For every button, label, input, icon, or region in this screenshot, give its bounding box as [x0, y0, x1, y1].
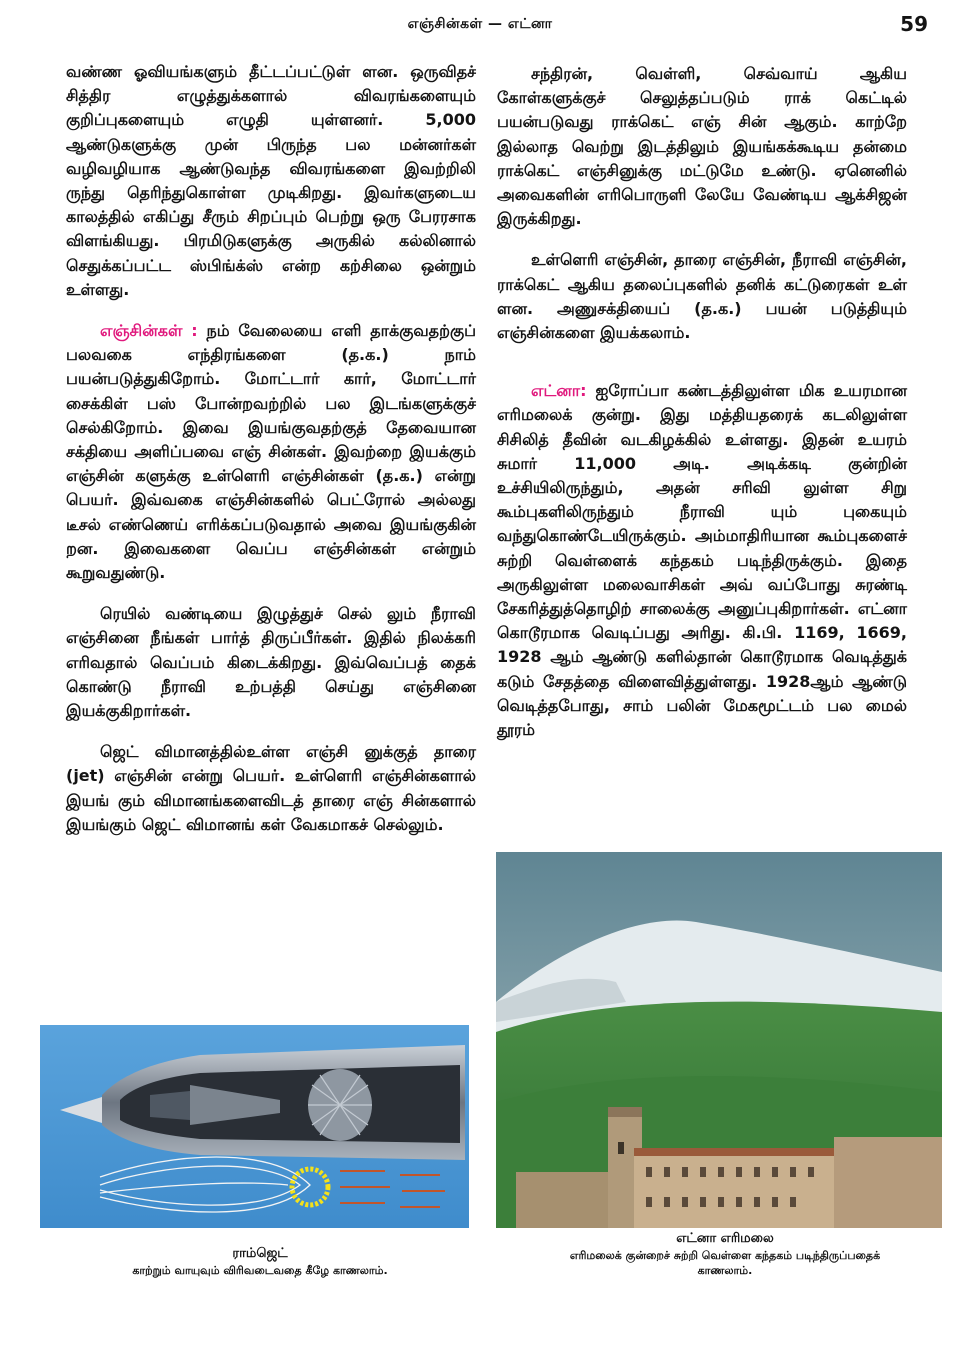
ramjet-illustration: [40, 1025, 469, 1228]
paragraph-etna: [497, 379, 907, 742]
running-header: எஞ்சின்கள் — எட்னா: [407, 16, 553, 32]
paragraph-egypt: வண்ண ஓவியங்களும் தீட்டப்பட்டுள் ளன. ஒருவிதச் சித்திர எழுத்துக்களால் விவரங்களையும் குறிப்புகளையும் எழுதி யுள்ளனர். 5,000 ஆண்டுகளுக்கு முன் பிருந்த பல மன்னர்கள் வழிவழியாக ஆண்டுவந்த விவரங்களை இவற்றிலி ருந்து தெரிந்துகொள்ள முடிகிறது. இவர்களுடைய காலத்தில் எகிப்து சீரும் சிறப்பும் பெற்று ஒரு பேரரசாக விளங்கியது. பிரமிடுகளுக்கு அருகில் கல்லினால் செதுக்கப்பட்ட ஸ்பிங்க்ஸ் என்ற கற்சிலை ஒன்றும் உள்ளது.: [66, 62, 476, 299]
left-column: [66, 60, 476, 854]
right-column: [497, 62, 907, 759]
ramjet-caption-title: ராம்ஜெட்: [232, 1246, 288, 1261]
page-number: 59: [900, 12, 928, 36]
paragraph-engines-body: நம் வேலையை எளி தாக்குவதற்குப் பலவகை எந்திரங்களை (த.க.) நாம் பயன்படுத்துகிறோம். மோட்டார் கார், மோட்டார் சைக்கிள் பஸ் போன்றவற்றில் பல இடங்களுக்குச் செல்கிறோம். இவை இயங்குவதற்குத் தேவையான சக்தியை அளிப்பவை எஞ் சின்கள். இவற்றை இயக்கும் எஞ்சின் களுக்கு உள்ளெரி எஞ்சின்கள் (த.க.) என்று பெயர். இவ்வகை எஞ்சின்களில் பெட்ரோல் அல்லது டீசல் எண்ணெய் எரிக்கப்படுவதால் அவை இயங்குகின் றன. இவைகளை வெப்ப எஞ்சின்கள் என்றும் கூறுவதுண்டு.: [66, 321, 477, 583]
paragraph-rocket: சந்திரன், வெள்ளி, செவ்வாய் ஆகிய கோள்களுக்குச் செலுத்தப்படும் ராக் கெட்டில் பயன்படுவது ராக்கெட் எஞ் சின் ஆகும். காற்றே இல்லாத வெற்று இடத்திலும் இயங்கக்கூடிய தன்மை ராக்கெட் எஞ்சினுக்கு மட்டுமே உண்டு. ஏனெனில் அவைகளின் எரிபொருளி லேயே வேண்டிய ஆக்சிஜன் இருக்கிறது.: [497, 64, 907, 229]
paragraph-engine-topics: உள்ளெரி எஞ்சின், தாரை எஞ்சின், நீராவி எஞ்சின், ராக்கெட் ஆகிய தலைப்புகளில் தனிக் கட்டுரைகள் உள் ளன. அணுசக்தியைப் (த.க.) பயன் படுத்தியும் எஞ்சின்களை இயக்கலாம்.: [497, 250, 907, 343]
etna-caption: [555, 1231, 895, 1278]
paragraph-engines: [66, 319, 476, 585]
section-heading-etna: எட்னா:: [531, 381, 587, 401]
section-heading-engines: எஞ்சின்கள் :: [100, 321, 198, 341]
etna-caption-title: எட்னா எரிமலை: [676, 1231, 774, 1246]
mount-etna-illustration: [496, 852, 942, 1228]
paragraph-etna-body: ஐரோப்பா கண்டத்திலுள்ள மிக உயரமான எரிமலைக் குன்று. இது மத்தியதரைக் கடலிலுள்ள சிசிலித் தீவின் வடகிழக்கில் உள்ளது. இதன் உயரம் சுமார் 11,000 அடி. அடிக்கடி குன்றின் உச்சியிலிருந்தும், அதன் சரிவி லுள்ள சிறு கூம்புகளிலிருந்தும் நீராவி யும் புகையும் வந்துகொண்டேயிருக்கும். அம்மாதிரியான கூம்புகளைச் சுற்றி வெள்ளைக் கந்தகம் படிந்திருக்கும். இதை அருகிலுள்ள மலைவாசிகள் அவ் வப்போது சுரண்டி சேகரித்துத்தொழிற் சாலைக்கு அனுப்புகிறார்கள். எட்னா கொடூரமாக வெடிப்பது அரிது. கி.பி. 1169, 1669, 1928 ஆம் ஆண்டு களில்தான் கொடூரமாக வெடித்துக் கடும் சேதத்தை விளைவித்துள்ளது. 1928ஆம் ஆண்டு வெடித்தபோது, சாம் பலின் மேகமூட்டம் பல மைல் தூரம்: [497, 381, 907, 740]
paragraph-steam-engine: ரெயில் வண்டியை இழுத்துச் செல் லும் நீராவி எஞ்சினை நீங்கள் பார்த் திருப்பீர்கள். இதில் நிலக்கரி எரிவதால் வெப்பம் கிடைக்கிறது. இவ்வெப்பத் தைக் கொண்டு நீராவி உற்பத்தி செய்து எஞ்சினை இயக்குகிறார்கள்.: [66, 604, 476, 721]
etna-caption-text: எரிமலைக் குன்றைச் சுற்றி வெள்ளை கந்தகம் படிந்திருப்பதைக் காணலாம்.: [569, 1249, 881, 1277]
ramjet-caption: [130, 1246, 390, 1278]
ramjet-caption-text: காற்றும் வாயுவும் விரிவடைவதை கீழே காணலாம்.: [132, 1264, 388, 1277]
paragraph-jet-engine: ஜெட் விமானத்தில்உள்ள எஞ்சி னுக்குத் தாரை (jet) எஞ்சின் என்று பெயர். உள்ளெரி எஞ்சின்களால் இயங் கும் விமானங்களைவிடத் தாரை எஞ் சின்களால் இயங்கும் ஜெட் விமானங் கள் வேகமாகச் செல்லும்.: [66, 742, 476, 834]
